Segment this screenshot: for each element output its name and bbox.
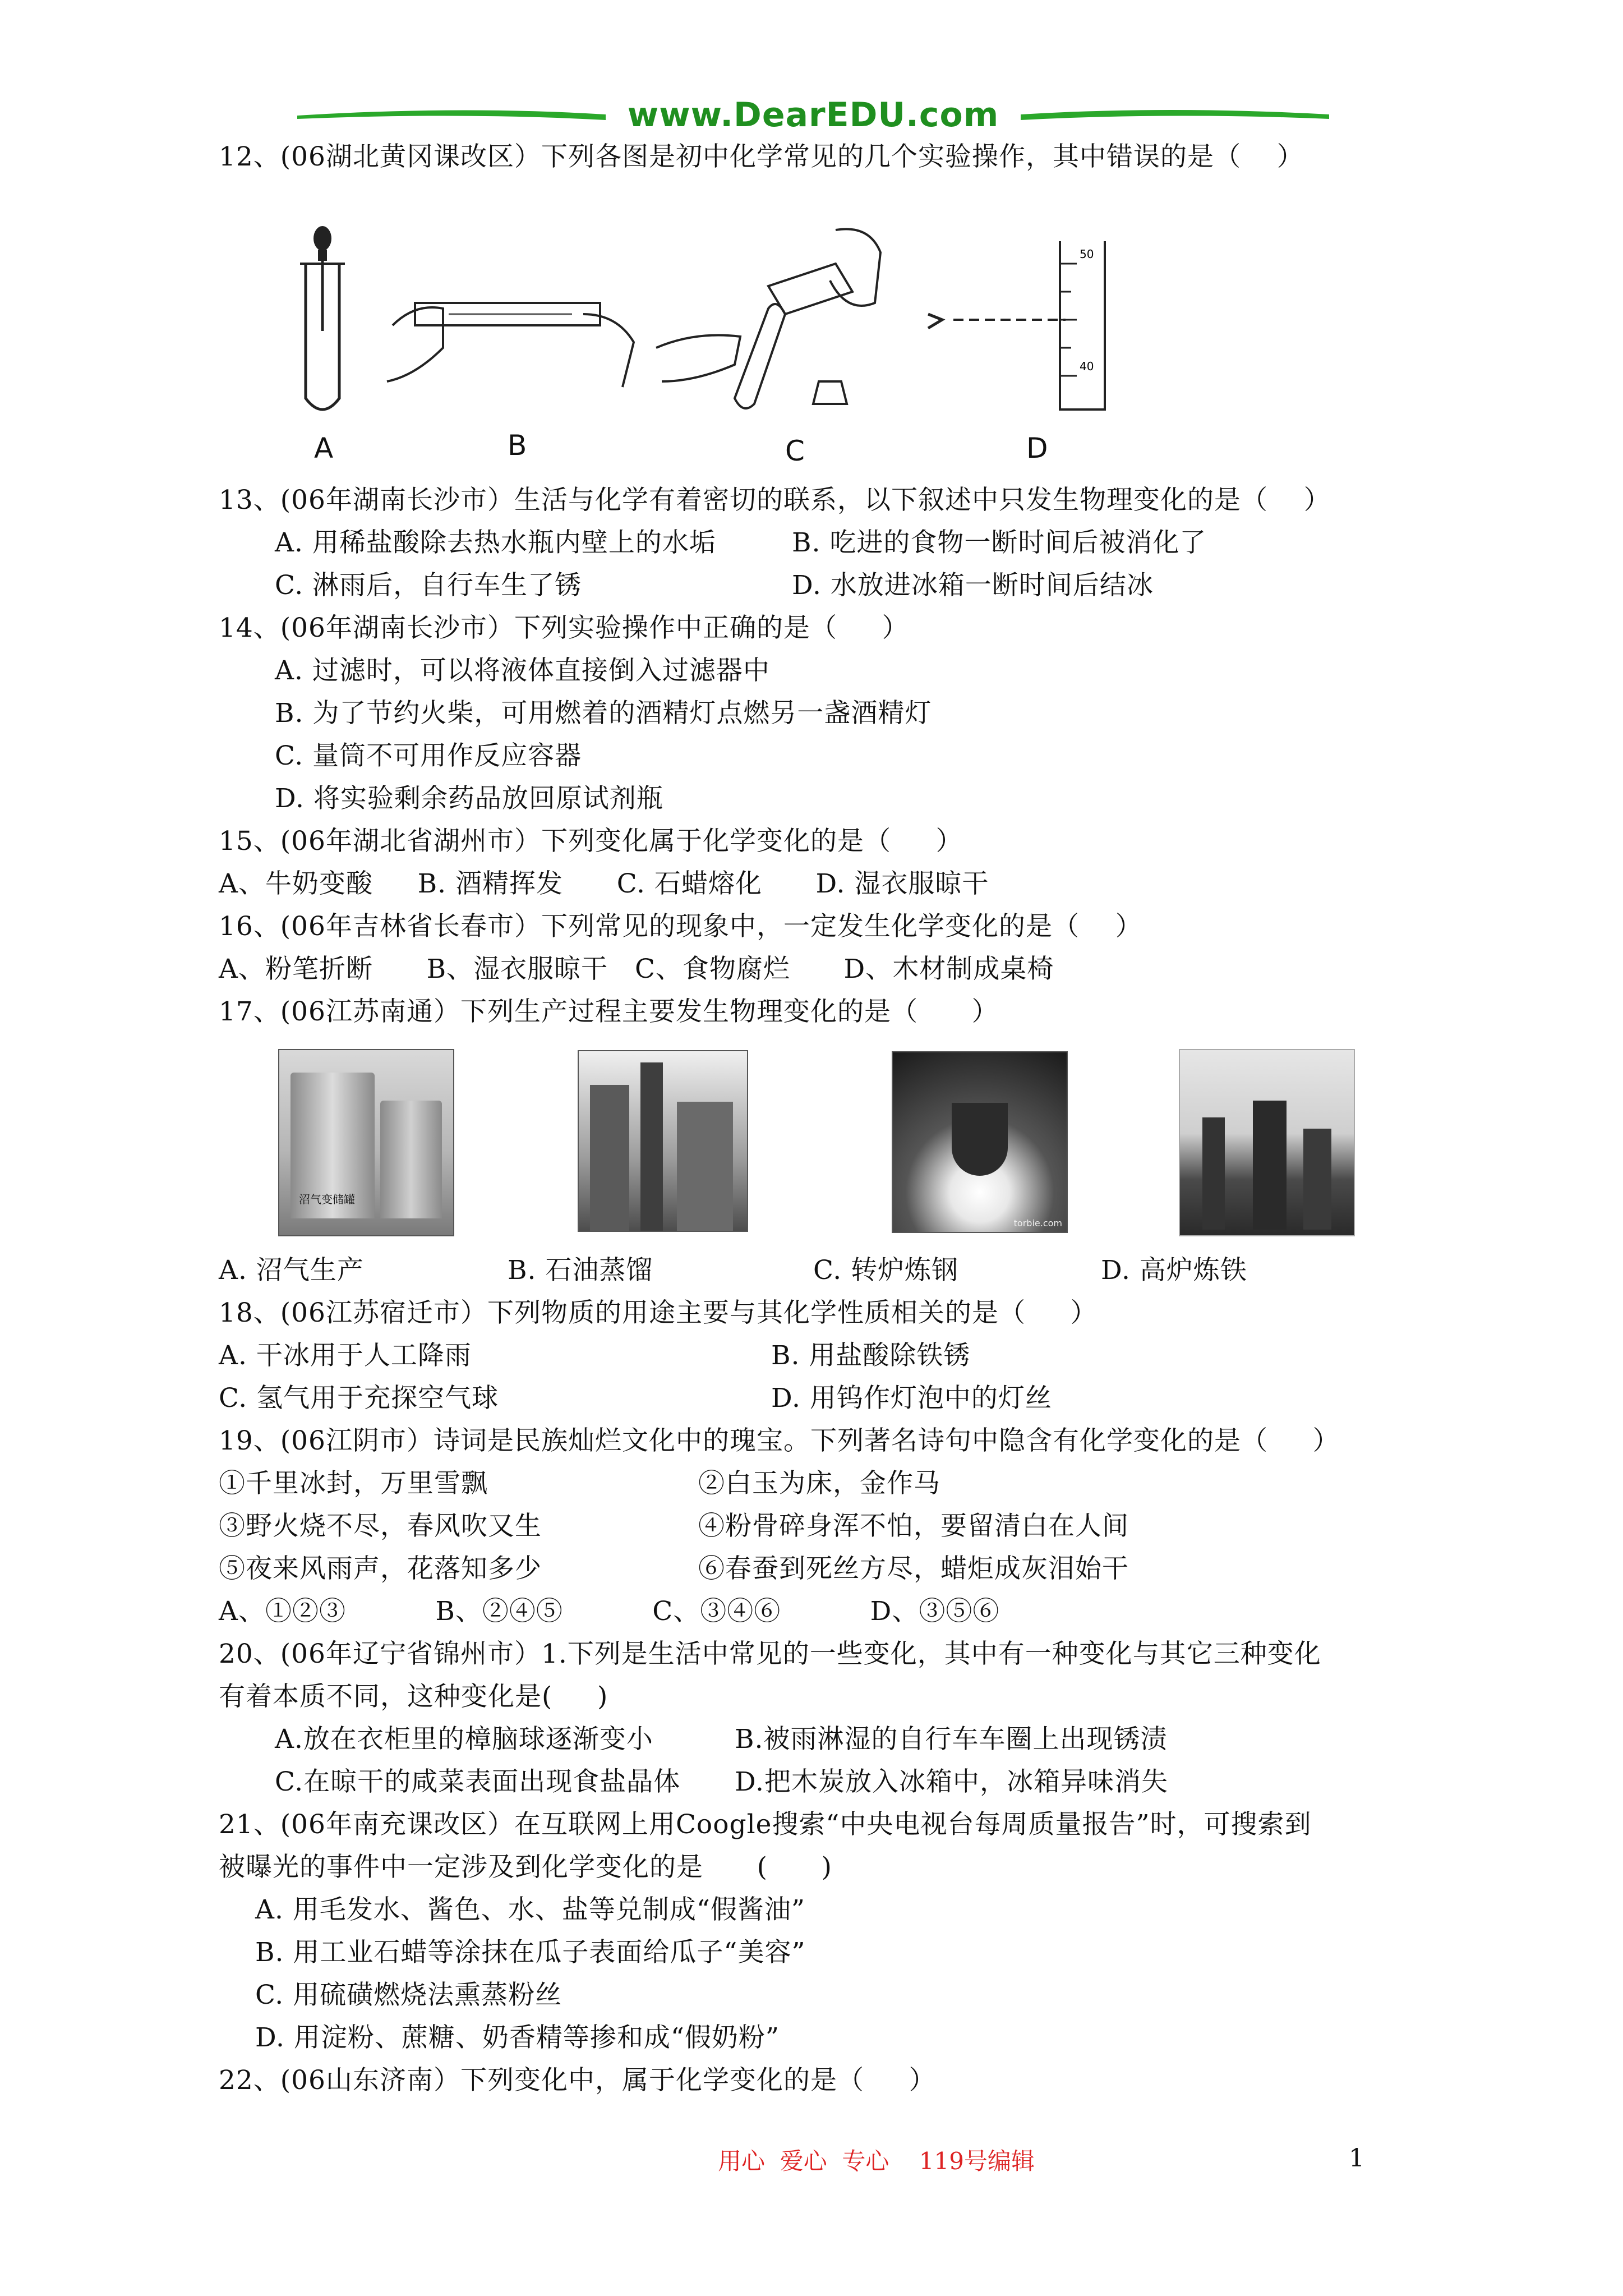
q13-option-d: D. 水放进冰箱一断时间后结冰 — [792, 570, 1154, 601]
tower-shape — [677, 1102, 733, 1231]
fig-label-a: A — [314, 432, 334, 464]
q18-option-b: B. 用盐酸除铁锈 — [771, 1340, 971, 1371]
q14-option-c: C. 量筒不可用作反应容器 — [275, 740, 582, 771]
q17-option-b: B. 石油蒸馏 — [508, 1255, 653, 1286]
q20-stem-line1: 20、(06年辽宁省锦州市）1.下列是生活中常见的一些变化，其中有一种变化与其它三种变化 — [219, 1639, 1321, 1669]
heating-tube-figure — [381, 280, 645, 393]
cylinder-mark-50: 50 — [1080, 247, 1094, 261]
q13-option-a: A. 用稀盐酸除去热水瓶内壁上的水垢 — [275, 527, 716, 558]
cylinder-mark-40: 40 — [1080, 360, 1094, 373]
q19-poem-3: ③野火烧不尽，春风吹又生 — [219, 1511, 542, 1542]
q20-option-d: D.把木炭放入冰箱中，冰箱异味消失 — [735, 1766, 1168, 1797]
graduated-cylinder-figure — [920, 230, 1144, 421]
q21-option-a: A. 用毛发水、酱色、水、盐等兑制成“假酱油” — [255, 1894, 805, 1925]
furnace-shape — [1253, 1101, 1287, 1230]
site-logo[interactable]: www.DearEDU.com — [627, 95, 999, 135]
tower-shape — [590, 1085, 629, 1231]
tower-shape — [640, 1062, 663, 1231]
q15-options: A、牛奶变酸 B. 酒精挥发 C. 石蜡熔化 D. 湿衣服晾干 — [219, 868, 989, 899]
q19-stem: 19、(06江阴市）诗词是民族灿烂文化中的瑰宝。下列著名诗句中隐含有化学变化的是（ ） — [219, 1425, 1340, 1456]
q21-option-d: D. 用淀粉、蔗糖、奶香精等掺和成“假奶粉” — [255, 2022, 780, 2053]
q17-option-c: C. 转炉炼钢 — [813, 1255, 959, 1286]
q20-option-a: A.放在衣柜里的樟脑球逐渐变小 — [275, 1724, 653, 1755]
q20-option-c: C.在晾干的咸菜表面出现食盐晶体 — [275, 1766, 681, 1797]
q20-stem-line2: 有着本质不同，这种变化是( ) — [219, 1681, 608, 1712]
furnace-shape — [1202, 1117, 1225, 1230]
q21-stem-line1: 21、(06年南充课改区）在互联网上用Coogle搜索“中央电视台每周质量报告”时，可搜索到 — [219, 1809, 1312, 1840]
q13-option-b: B. 吃进的食物一断时间后被消化了 — [792, 527, 1207, 558]
furnace-shape — [1303, 1129, 1331, 1230]
q18-option-a: A. 干冰用于人工降雨 — [219, 1340, 472, 1371]
photo-caption: torbie.com — [1013, 1218, 1062, 1228]
photo-blast-furnace — [1179, 1049, 1355, 1236]
q14-option-a: A. 过滤时，可以将液体直接倒入过滤器中 — [275, 655, 770, 686]
q15-stem: 15、(06年湖北省湖州市）下列变化属于化学变化的是（ ） — [219, 826, 963, 857]
q12-stem: 12、(06湖北黄冈课改区）下列各图是初中化学常见的几个实验操作，其中错误的是（ ） — [219, 141, 1304, 172]
q21-option-b: B. 用工业石蜡等涂抹在瓜子表面给瓜子“美容” — [255, 1937, 806, 1968]
q21-option-c: C. 用硫磺燃烧法熏蒸粉丝 — [255, 1980, 562, 2010]
tank-shape — [380, 1101, 442, 1218]
q20-option-b: B.被雨淋湿的自行车车圈上出现锈渍 — [735, 1724, 1168, 1755]
photo-biogas-tanks — [278, 1049, 454, 1236]
q14-option-d: D. 将实验剩余药品放回原试剂瓶 — [275, 783, 663, 814]
q19-poem-4: ④粉骨碎身浑不怕，要留清白在人间 — [698, 1511, 1129, 1542]
q16-stem: 16、(06年吉林省长春市）下列常见的现象中，一定发生化学变化的是（ ） — [219, 911, 1142, 942]
fig-label-c: C — [785, 435, 805, 467]
q18-stem: 18、(06江苏宿迁市）下列物质的用途主要与其化学性质相关的是（ ） — [219, 1297, 1098, 1328]
q13-option-c: C. 淋雨后，自行车生了锈 — [275, 570, 582, 601]
q18-option-c: C. 氢气用于充探空气球 — [219, 1383, 499, 1414]
q19-options: A、①②③ B、②④⑤ C、③④⑥ D、③⑤⑥ — [219, 1596, 1000, 1627]
q14-stem: 14、(06年湖南长沙市）下列实验操作中正确的是（ ） — [219, 613, 909, 643]
pouring-reagent-figure — [651, 219, 886, 421]
dropper-test-tube-figure — [292, 219, 353, 421]
q19-poem-5: ⑤夜来风雨声，花落知多少 — [219, 1553, 542, 1584]
fig-label-b: B — [508, 429, 527, 462]
page-number: 1 — [1349, 2144, 1364, 2173]
fig-label-d: D — [1026, 432, 1048, 464]
photo-oil-refinery — [578, 1050, 748, 1232]
q22-stem: 22、(06山东济南）下列变化中，属于化学变化的是（ ） — [219, 2065, 936, 2096]
q21-stem-line2: 被曝光的事件中一定涉及到化学变化的是 ( ) — [219, 1852, 832, 1883]
q14-option-b: B. 为了节约火柴，可用燃着的酒精灯点燃另一盏酒精灯 — [275, 698, 932, 729]
converter-shape — [952, 1103, 1008, 1176]
q19-poem-2: ②白玉为床，金作马 — [698, 1468, 940, 1499]
q17-option-d: D. 高炉炼铁 — [1101, 1255, 1247, 1286]
photo-caption: 沼气变储罐 — [299, 1193, 355, 1206]
q18-option-d: D. 用钨作灯泡中的灯丝 — [771, 1383, 1052, 1414]
q16-options: A、粉笔折断 B、湿衣服晾干 C、食物腐烂 D、木材制成桌椅 — [219, 954, 1054, 984]
q19-poem-6: ⑥春蚕到死丝方尽，蜡炬成灰泪始干 — [698, 1553, 1129, 1584]
q17-option-a: A. 沼气生产 — [219, 1255, 364, 1286]
q19-poem-1: ①千里冰封，万里雪飘 — [219, 1468, 488, 1499]
q13-stem: 13、(06年湖南长沙市）生活与化学有着密切的联系，以下叙述中只发生物理变化的是（ ） — [219, 485, 1331, 516]
footer-text: 用心 爱心 专心 119号编辑 — [718, 2147, 1035, 2175]
photo-converter-steelmaking — [892, 1051, 1068, 1233]
q17-stem: 17、(06江苏南通）下列生产过程主要发生物理变化的是（ ） — [219, 996, 999, 1027]
